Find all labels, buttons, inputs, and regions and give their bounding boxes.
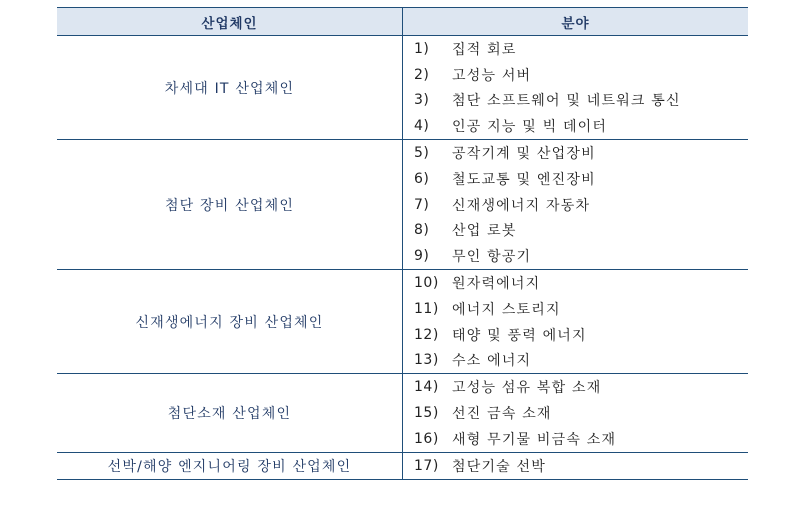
list-item xyxy=(403,113,748,139)
header-field: 분야 xyxy=(561,15,590,32)
item-number: 11) xyxy=(414,300,439,317)
list-item xyxy=(403,218,748,244)
item-text: 새형 무기물 비금속 소재 xyxy=(452,431,617,448)
list-item xyxy=(403,426,748,452)
field-list xyxy=(403,453,748,479)
field-list xyxy=(403,374,748,451)
industry-chain-name: 첨단소재 산업체인 xyxy=(57,374,403,451)
list-item xyxy=(403,322,748,348)
item-number: 14) xyxy=(414,379,439,396)
item-text: 공작기계 및 산업장비 xyxy=(452,146,596,163)
item-number: 8) xyxy=(414,222,430,239)
item-number: 6) xyxy=(414,170,430,187)
industry-chain-name: 차세대 IT 산업체인 xyxy=(57,36,403,139)
item-number: 17) xyxy=(414,457,439,474)
list-item xyxy=(403,400,748,426)
field-list xyxy=(403,36,748,139)
header-industry-chain: 산업체인 xyxy=(57,8,403,35)
list-item xyxy=(403,166,748,192)
list-item xyxy=(403,453,748,479)
item-text: 첨단기술 선박 xyxy=(452,458,546,475)
table-row-group xyxy=(57,270,748,374)
item-number: 13) xyxy=(414,352,439,369)
list-item xyxy=(403,192,748,218)
table-row-group xyxy=(57,36,748,140)
industry-chain-name: 선박/해양 엔지니어링 장비 산업체인 xyxy=(57,453,403,479)
field-list xyxy=(403,140,748,269)
industry-chain-name: 신재생에너지 장비 산업체인 xyxy=(57,270,403,373)
item-text: 인공 지능 및 빅 데이터 xyxy=(452,119,608,136)
item-text: 선진 금속 소재 xyxy=(452,406,552,423)
list-item xyxy=(403,270,748,296)
item-number: 9) xyxy=(414,248,430,265)
table-row-group xyxy=(57,453,748,479)
list-item xyxy=(403,88,748,114)
table-row-group xyxy=(57,140,748,270)
list-item xyxy=(403,140,748,166)
item-text: 에너지 스토리지 xyxy=(452,301,561,318)
industry-chain-table xyxy=(57,7,748,480)
list-item xyxy=(403,243,748,269)
item-text: 고성능 서버 xyxy=(452,67,532,84)
item-number: 15) xyxy=(414,405,439,422)
item-text: 집적 회로 xyxy=(452,41,517,58)
item-text: 원자력에너지 xyxy=(452,276,541,293)
item-number: 10) xyxy=(414,275,439,292)
item-text: 철도교통 및 엔진장비 xyxy=(452,171,596,188)
table-header xyxy=(57,8,748,36)
item-text: 산업 로봇 xyxy=(452,223,517,240)
item-number: 5) xyxy=(414,145,430,162)
item-number: 3) xyxy=(414,92,430,109)
item-text: 무인 항공기 xyxy=(452,249,532,266)
item-number: 16) xyxy=(414,430,439,447)
list-item xyxy=(403,36,748,62)
item-number: 4) xyxy=(414,118,430,135)
list-item xyxy=(403,348,748,374)
item-text: 신재생에너지 자동차 xyxy=(452,197,591,214)
list-item xyxy=(403,62,748,88)
item-number: 2) xyxy=(414,66,430,83)
field-list xyxy=(403,270,748,373)
item-text: 고성능 섬유 복합 소재 xyxy=(452,380,602,397)
item-number: 7) xyxy=(414,196,430,213)
list-item xyxy=(403,296,748,322)
item-text: 태양 및 풍력 에너지 xyxy=(452,327,587,344)
item-number: 1) xyxy=(414,40,430,57)
industry-chain-name: 첨단 장비 산업체인 xyxy=(57,140,403,269)
list-item xyxy=(403,374,748,400)
item-text: 수소 에너지 xyxy=(452,353,532,370)
item-number: 12) xyxy=(414,326,439,343)
item-text: 첨단 소프트웨어 및 네트워크 통신 xyxy=(452,93,681,110)
table-row-group xyxy=(57,374,748,452)
